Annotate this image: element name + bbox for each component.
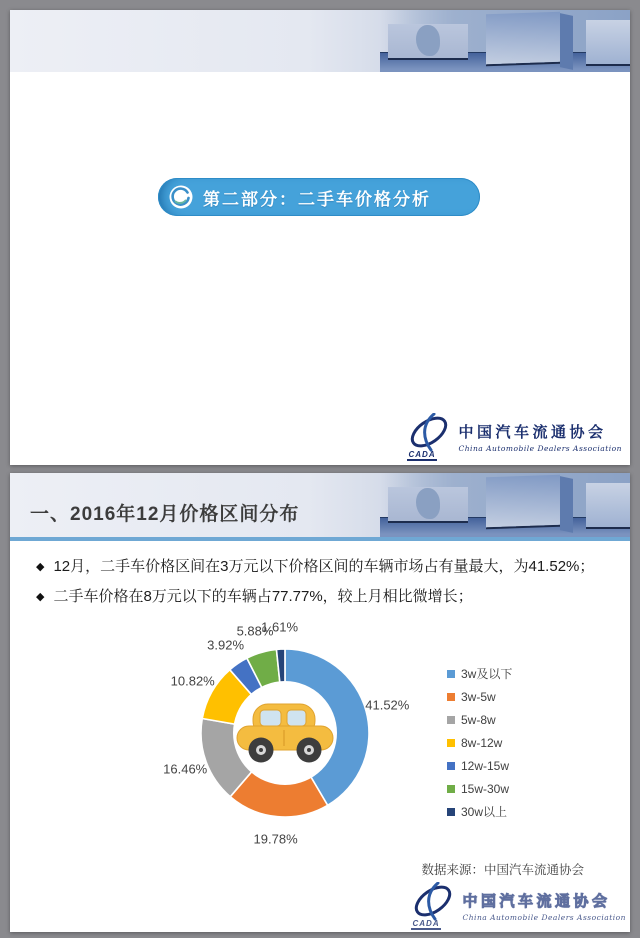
legend-label: 30w以上 [461,805,508,819]
cube-decoration [486,12,560,65]
cada-logo-english: China Automobile Dealers Association [458,444,622,453]
slice-value-label: 19.78% [253,831,298,847]
title-slide [10,10,630,465]
legend-item [447,662,512,685]
legend-swatch [447,716,455,724]
cada-logo-chinese: 中国汽车流通协会 [458,425,607,441]
slice-value-label: 3.92% [207,637,245,653]
cube-decoration [586,20,630,64]
cada-badge: CADA [408,450,436,459]
header-band [10,10,630,72]
bullet-item [36,558,608,577]
legend-item [447,754,512,777]
diamond-bullet-icon: ◆ [36,561,45,573]
legend-swatch [447,693,455,701]
slice-value-label: 41.52% [365,697,410,713]
cube-decoration [586,483,630,527]
cube-decoration [486,475,560,528]
cada-swirl-icon [406,413,452,461]
bullet-text: 二手车价格在8万元以下的车辆占77.77%，较上月相比微增长； [53,587,473,605]
cada-badge: CADA [412,919,440,928]
legend-item [447,777,512,800]
cada-logo [406,413,622,461]
data-source-note: 数据来源：中国汽车流通协会 [421,863,584,877]
legend-swatch [447,808,455,816]
diamond-bullet-icon: ◆ [36,590,45,603]
donut-chart [125,619,445,851]
cada-logo [410,882,626,930]
bullet-item [36,588,608,607]
slice-value-label: 16.46% [163,761,208,777]
bullet-list [36,558,608,607]
cubes-decoration [380,473,630,537]
chart-slide [10,473,630,932]
legend-item [447,731,512,754]
donut-chart-svg [200,648,370,818]
cada-swirl-icon [410,882,456,930]
legend-item [447,685,512,708]
slice-value-label: 1.61% [261,619,299,635]
legend-swatch [447,739,455,747]
legend-label: 15w-30w [461,781,510,796]
legend-swatch [447,762,455,770]
slice-value-label: 5.88% [236,623,274,639]
cubes-decoration [380,10,630,72]
legend-label: 8w-12w [461,735,503,750]
legend-item [447,708,512,731]
legend-label: 3w-5w [461,689,496,704]
cada-logo-english: China Automobile Dealers Association [462,913,626,922]
cada-logo-text [462,890,626,922]
cube-decoration [388,487,468,521]
section-title: 第二部分：二手车价格分析 [203,189,431,209]
legend-swatch [447,670,455,678]
legend-label: 5w-8w [461,712,496,727]
slice-value-label: 10.82% [170,673,215,689]
legend-item [447,800,512,823]
continent-silhouette-decoration [416,25,440,56]
cada-logo-chinese: 中国汽车流通协会 [462,894,611,910]
legend-swatch [447,785,455,793]
legend-label: 3w及以下 [461,667,513,681]
legend-label: 12w-15w [461,758,510,773]
continent-silhouette-decoration [416,488,440,519]
header-underline [10,537,630,541]
slide-title: 一、2016年12月价格区间分布 [30,504,300,525]
cube-decoration [388,24,468,58]
swirl-icon [169,185,193,209]
chart-legend [447,662,512,823]
header-band [10,473,630,537]
cada-logo-text [458,421,622,453]
section-title-pill [158,178,480,216]
bullet-text: 12月，二手车价格区间在3万元以下价格区间的车辆市场占有量最大，为41.52%； [53,558,595,575]
